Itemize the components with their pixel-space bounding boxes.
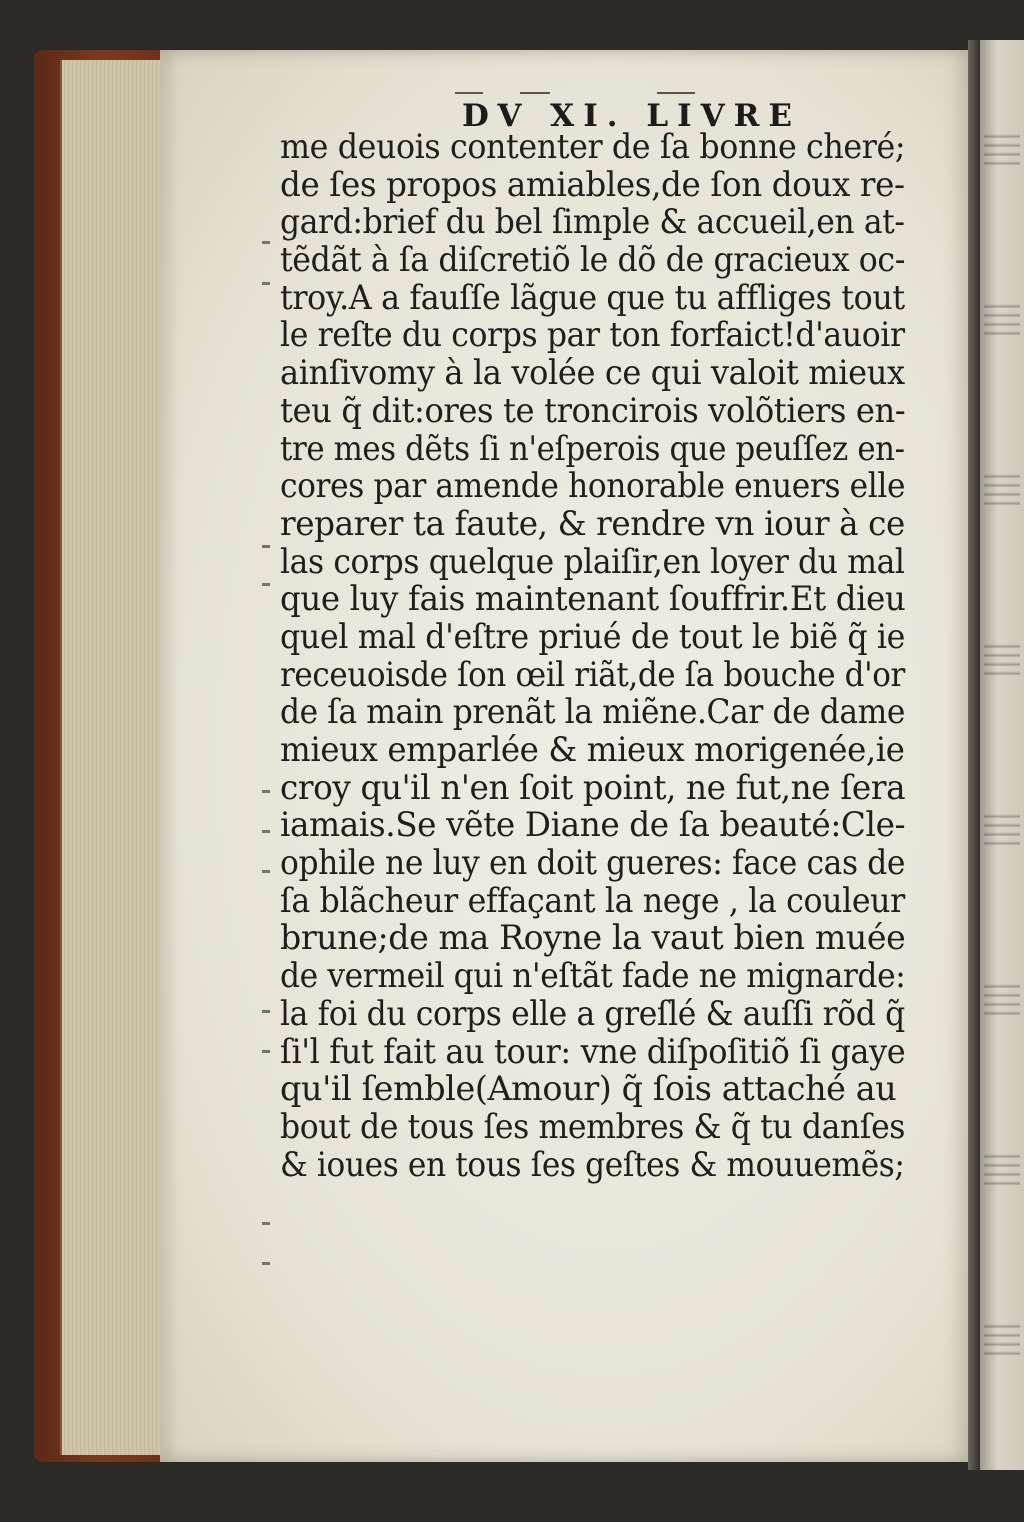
- text-line: bout de tous ſes membres & q̃ tu danſes: [280, 1106, 906, 1146]
- page-fore-edge: [60, 60, 172, 1455]
- margin-mark: [262, 1010, 270, 1013]
- text-line: ſi'l fut fait au tour: vne diſpoſitiõ ſi gaye: [280, 1031, 906, 1071]
- margin-mark: [262, 870, 270, 873]
- margin-mark: [262, 1222, 270, 1225]
- margin-mark: [262, 241, 270, 244]
- facing-page-edge: [980, 40, 1024, 1470]
- margin-mark: [262, 830, 270, 833]
- text-line: & ioues en tous ſes geſtes & mouuemẽs;: [280, 1144, 905, 1184]
- text-line: troy.A a fauſſe lãgue que tu affliges tout: [280, 277, 905, 317]
- margin-mark: [262, 1050, 270, 1053]
- text-line: mieux emparlée & mieux morigenée,ie: [280, 730, 905, 769]
- text-line: ainſivomy à la volée ce qui valoit mieux: [280, 353, 905, 393]
- text-line: me deuois contenter de ſa bonne cheré;: [280, 127, 906, 166]
- text-line: brune;de ma Royne la vaut bien muée: [280, 918, 906, 958]
- head-rule: [520, 92, 550, 94]
- text-line: le reſte du corps par ton forfaict!d'auoir: [280, 315, 905, 355]
- text-block: [280, 128, 905, 1183]
- running-head: DV XI. LIVRE: [462, 98, 802, 134]
- text-line: de ſes propos amiables,de ſon doux re-: [280, 164, 905, 204]
- text-line: las corps quelque plaiſir,en loyer du mal: [280, 541, 905, 581]
- text-line: quel mal d'eſtre priué de tout le biẽ q̃ ie: [280, 616, 906, 656]
- text-line: iamais.Se vẽte Diane de ſa beauté:Cle-: [280, 805, 906, 845]
- text-line: teu q̃ dit:ores te troncirois volõtiers en-: [280, 390, 906, 430]
- text-line: qu'il ſemble(Amour) q̃ ſois attaché au: [280, 1069, 897, 1109]
- text-line: la foi du corps elle a greſlé & auſſi rõd q̃: [280, 993, 905, 1033]
- text-line: tre mes dẽts ſi n'eſperois que peuſſez en-: [280, 428, 905, 468]
- text-line: tẽdãt à ſa diſcretiõ le dõ de gracieux oc-: [280, 240, 906, 280]
- text-line: ſa blãcheur effaçant la nege , la couleur: [280, 880, 905, 920]
- margin-mark: [262, 1262, 270, 1265]
- text-line: de vermeil qui n'eſtãt fade ne mignarde:: [280, 956, 906, 996]
- margin-mark: [262, 583, 270, 586]
- head-rule: [455, 92, 483, 94]
- text-line: que luy fais maintenant ſouffrir.Et dieu: [280, 579, 906, 619]
- text-line: cores par amende honorable enuers elle: [280, 466, 906, 506]
- text-line: croy qu'il n'en ſoit point, ne fut,ne ſera: [280, 767, 906, 807]
- margin-mark: [262, 545, 270, 548]
- margin-mark: [262, 790, 270, 793]
- margin-mark: [262, 282, 270, 285]
- text-line: de ſa main prenãt la miẽne.Car de dame: [280, 692, 905, 732]
- text-line: reparer ta faute, & rendre vn iour à ce: [280, 503, 905, 543]
- text-line: ophile ne luy en doit gueres: face cas de: [280, 843, 906, 883]
- head-rule: [657, 92, 695, 94]
- text-line: gard:brief du bel ſimple & accueil,en at-: [280, 202, 905, 242]
- text-line: receuoisde ſon œil riãt,de ſa bouche d'or: [280, 654, 905, 694]
